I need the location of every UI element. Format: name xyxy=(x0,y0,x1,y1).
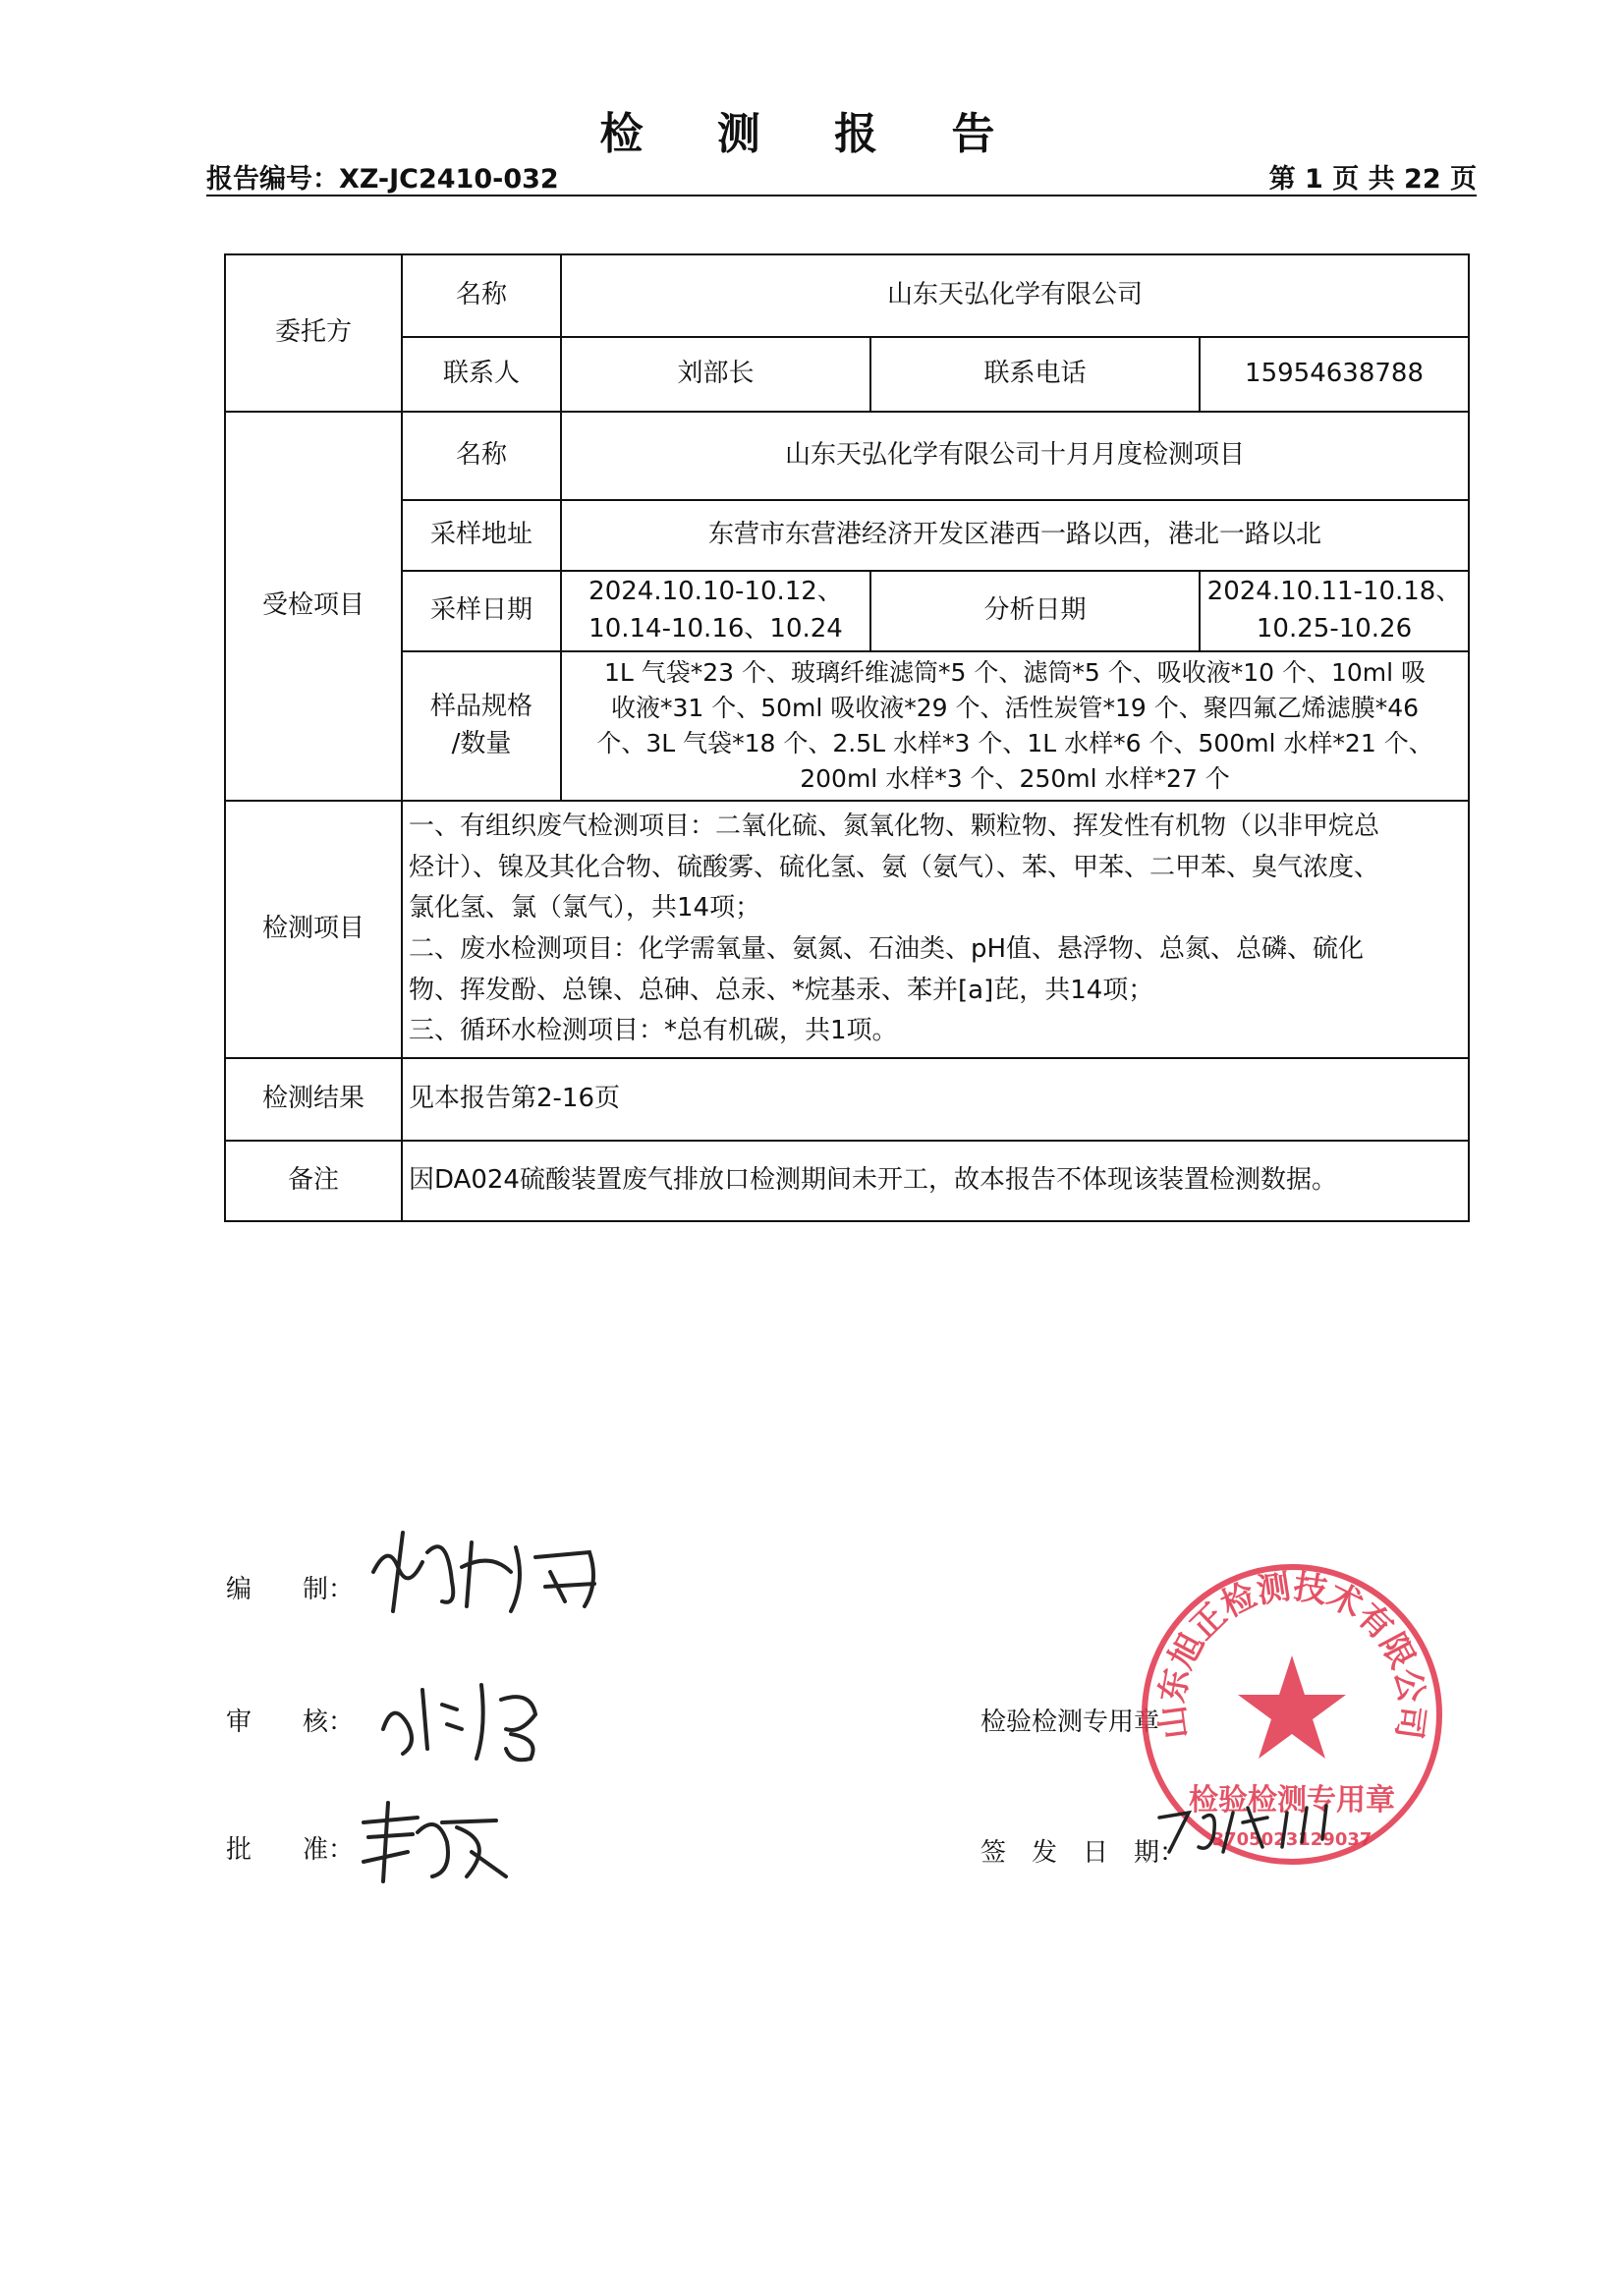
client-name: 山东天弘化学有限公司 xyxy=(561,254,1469,337)
project-section-label: 受检项目 xyxy=(225,412,402,801)
client-contact-label: 联系人 xyxy=(402,337,561,412)
sampling-address-label: 采样地址 xyxy=(402,500,561,571)
report-number-label: 报告编号： xyxy=(206,164,339,195)
sample-spec-line: 200ml 水样*3 个、250ml 水样*27 个 xyxy=(800,764,1230,794)
reviewer-signature xyxy=(364,1660,580,1768)
sample-spec-label-line: /数量 xyxy=(451,729,512,758)
page-info: 第 1 页 共 22 页 xyxy=(1268,164,1477,195)
sample-spec-line: 收液*31 个、50ml 吸收液*29 个、活性炭管*19 个、聚四氟乙烯滤膜*46 xyxy=(610,693,1420,722)
header-divider xyxy=(206,195,1477,196)
remark-label: 备注 xyxy=(225,1141,402,1221)
issue-date-handwriting xyxy=(1149,1778,1385,1867)
compiler-signature xyxy=(354,1513,609,1631)
test-items-line: 物、挥发酚、总镍、总砷、总汞、*烷基汞、苯并[a]芘，共14项； xyxy=(409,975,1154,1005)
sample-spec-label xyxy=(402,651,561,801)
sampling-address: 东营市东营港经济开发区港西一路以西，港北一路以北 xyxy=(561,500,1469,571)
analysis-date: 2024.10.11-10.18、10.25-10.26 xyxy=(1200,571,1469,651)
report-title: 检 测 报 告 xyxy=(599,109,1025,159)
report-number xyxy=(206,157,559,196)
report-table xyxy=(224,253,1470,1222)
report-number-value: XZ-JC2410-032 xyxy=(339,164,559,195)
sample-spec xyxy=(561,651,1469,801)
seal-star-icon xyxy=(1238,1655,1346,1759)
test-items-label: 检测项目 xyxy=(225,801,402,1058)
approver-label: 批 准： xyxy=(226,1835,355,1865)
analysis-date-label: 分析日期 xyxy=(870,571,1200,651)
sampling-date-line: 2024.10.10-10.12、 xyxy=(588,577,843,607)
project-name: 山东天弘化学有限公司十月月度检测项目 xyxy=(561,412,1469,500)
test-items-line: 三、循环水检测项目：*总有机碳，共1项。 xyxy=(409,1016,898,1046)
test-items-line: 一、有组织废气检测项目：二氧化硫、氮氧化物、颗粒物、挥发性有机物（以非甲烷总 xyxy=(409,812,1380,842)
approver-signature xyxy=(349,1783,526,1901)
sampling-date xyxy=(561,571,870,651)
client-phone-label: 联系电话 xyxy=(870,337,1200,412)
sample-spec-line: 个、3L 气袋*18 个、2.5L 水样*3 个、1L 水样*6 个、500ml 水样*21 个、 xyxy=(596,729,1433,757)
test-items-line: 烃计）、镍及其化合物、硫酸雾、硫化氢、氨（氨气）、苯、甲苯、二甲苯、臭气浓度、 xyxy=(409,852,1380,882)
reviewer-label: 审 核： xyxy=(226,1708,355,1737)
seal-code: 3705023129037 xyxy=(1211,1829,1372,1850)
remark-value: 因DA024硫酸装置废气排放口检测期间未开工，故本报告不体现该装置检测数据。 xyxy=(402,1141,1469,1221)
sample-spec-line: 1L 气袋*23 个、玻璃纤维滤筒*5 个、滤筒*5 个、吸收液*10 个、10ml 吸 xyxy=(603,657,1427,687)
issue-date-label: 签 发 日 期： xyxy=(980,1838,1186,1868)
test-items xyxy=(402,801,1469,1058)
client-contact: 刘部长 xyxy=(561,337,870,412)
seal-note: 检验检测专用章 xyxy=(980,1708,1160,1737)
client-name-label: 名称 xyxy=(402,254,561,337)
sample-spec-label-line: 样品规格 xyxy=(429,692,532,722)
sampling-date-label: 采样日期 xyxy=(402,571,561,651)
project-name-label: 名称 xyxy=(402,412,561,500)
seal-inner-text: 检验检测专用章 xyxy=(1189,1783,1395,1818)
client-section-label: 委托方 xyxy=(225,254,402,412)
seal-company: 山东旭正检测技术有限公司 xyxy=(1151,1567,1432,1742)
compiler-label: 编 制： xyxy=(226,1575,355,1604)
client-phone: 15954638788 xyxy=(1200,337,1469,412)
test-items-line: 氯化氢、氯（氯气），共14项； xyxy=(409,893,761,924)
result-label: 检测结果 xyxy=(225,1058,402,1141)
result-value: 见本报告第2-16页 xyxy=(402,1058,1469,1141)
test-items-line: 二、废水检测项目：化学需氧量、氨氮、石油类、pH值、悬浮物、总氮、总磷、硫化 xyxy=(409,934,1365,964)
sampling-date-line: 10.14-10.16、10.24 xyxy=(588,614,843,644)
